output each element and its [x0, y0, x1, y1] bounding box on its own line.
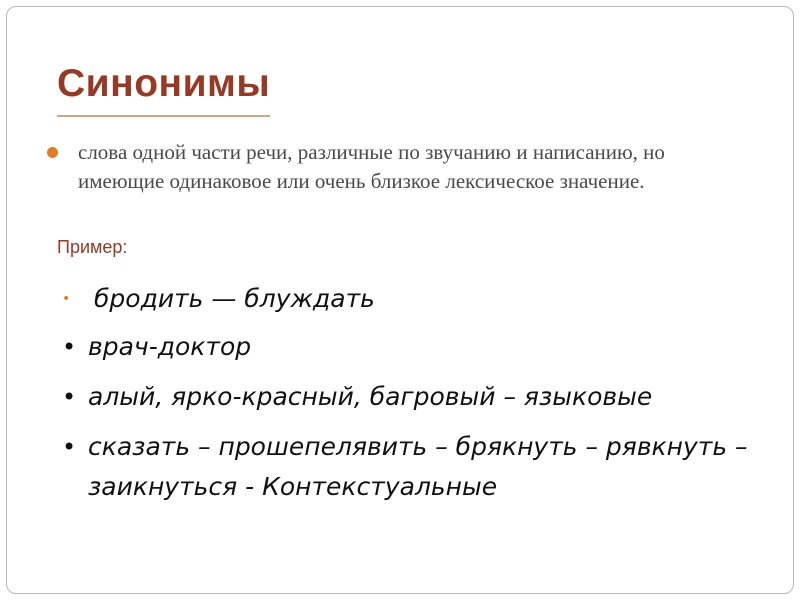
definition-text: слова одной части речи, различные по звучанию и написанию, но имеющие одинаковое или очень близкое лексическое значение.	[78, 140, 665, 193]
definition-item	[47, 138, 727, 196]
slide-title: Синонимы	[57, 61, 270, 117]
example-text: сказать – прошепелявить – брякнуть – рявкнуть – заикнуться - Контекстуальные	[88, 432, 748, 501]
example-item	[62, 377, 652, 417]
example-item	[62, 427, 762, 507]
example-label: Пример:	[57, 237, 128, 257]
example-item	[62, 327, 251, 367]
small-dot-bullet-icon: •	[62, 291, 71, 307]
black-dot-bullet-icon: •	[62, 333, 77, 361]
example-text: алый, ярко-красный, багровый – языковые	[88, 382, 653, 411]
example-text: врач-доктор	[88, 332, 252, 361]
black-dot-bullet-icon: •	[62, 433, 77, 461]
example-item	[62, 279, 375, 319]
orange-bullet-icon	[47, 147, 58, 158]
black-dot-bullet-icon: •	[62, 383, 77, 411]
slide-frame	[6, 6, 794, 594]
example-text: бродить — блуждать	[94, 284, 375, 313]
